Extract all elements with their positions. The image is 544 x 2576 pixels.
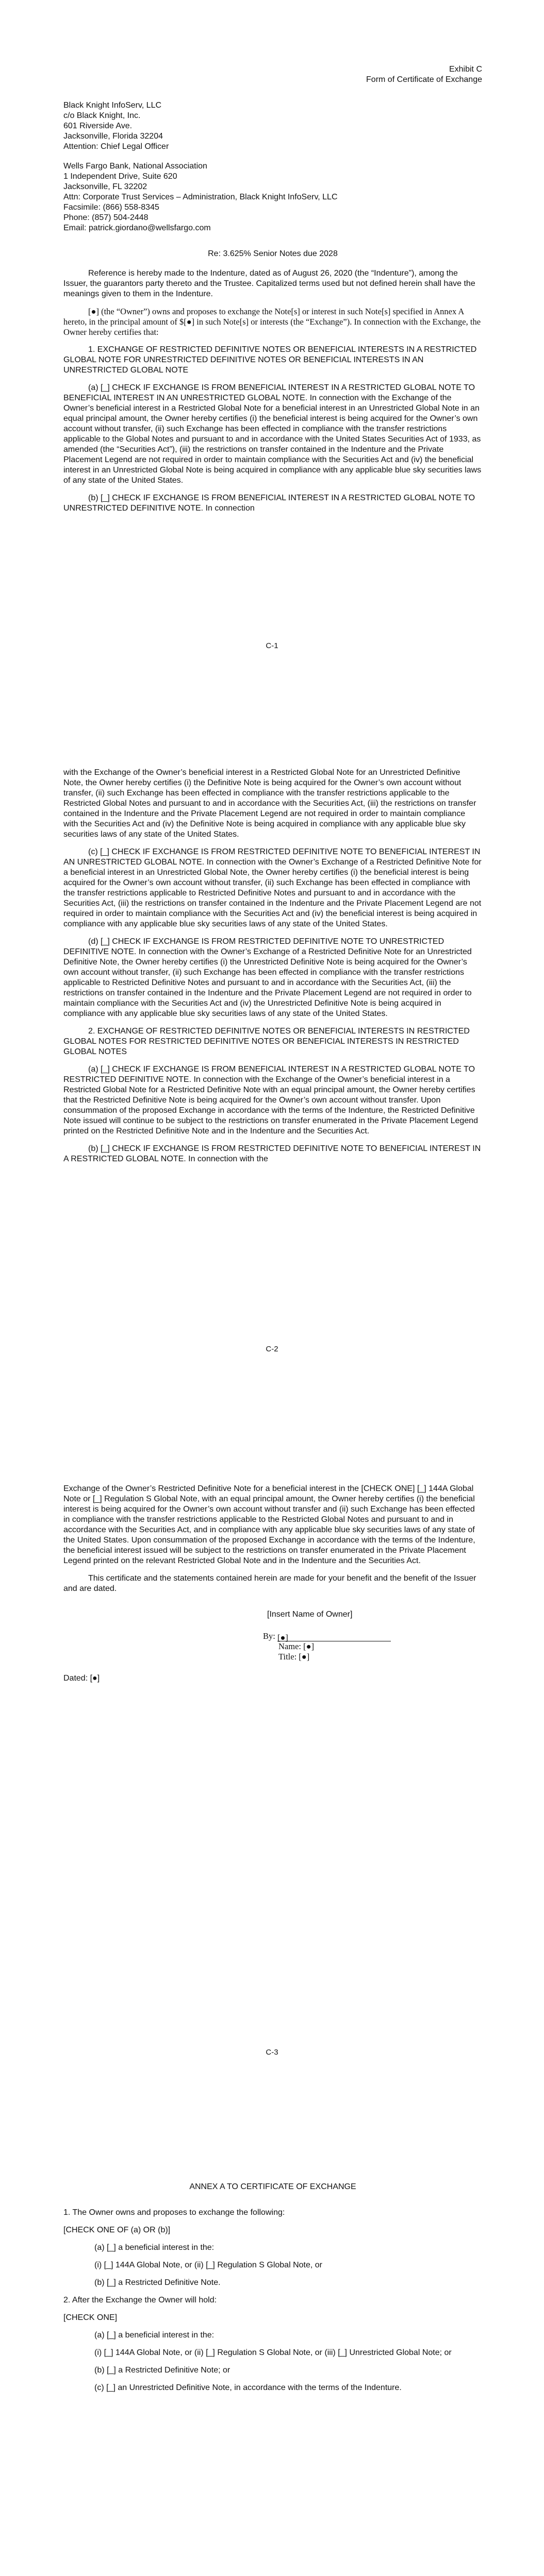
dated-label: Dated: <box>63 1674 88 1683</box>
page-2 <box>0 703 544 1368</box>
address-line: 601 Riverside Ave. <box>63 122 133 130</box>
page-3 <box>0 1406 544 2071</box>
exhibit-label: Exhibit C <box>449 65 482 74</box>
page-1 <box>0 0 544 665</box>
annex-option-2b: (b) [_] a Restricted Definitive Note; or <box>94 2366 230 2375</box>
address-line: c/o Black Knight, Inc. <box>63 111 141 120</box>
annex-option-2c: (c) [_] an Unrestricted Definitive Note, in accordance with the terms of the Indenture. <box>94 2383 402 2392</box>
dated-line <box>63 1673 482 1684</box>
title-value: [●] <box>299 1652 310 1662</box>
item-1c: (c) [_] CHECK IF EXCHANGE IS FROM RESTRICTED DEFINITIVE NOTE TO BENEFICIAL INTEREST IN AN UNRESTRICTED GLOBAL NOTE. In connection with the Owner’s Exchange of a Restricted Definitive Note for a beneficial interest in an Unrestricted Global Note, the Owner hereby certifies (i) the beneficial interest is being acquired for the Owner’s own account without transfer, (ii) such Exchange has been effected in compliance with the transfer restrictions applicable to Restricted Definitive Notes and pursuant to and in accordance with the Securities Act, (iii) the restrictions on transfer contained in the Indenture and the Private Placement Legend are not required in order to maintain compliance with the Securities Act and (iv) the beneficial interest is being acquired in compliance with any applicable blue sky securities laws of any state of the United States. <box>63 848 482 928</box>
owner-paragraph: [●] (the “Owner”) owns and proposes to exchange the Note[s] or interest in such Note[s] specified in Annex A hereto, in the principal amount of $[●] in such Note[s] or interests (the “Exchange”). In connection with the Exchange, the Owner hereby certifies that: <box>63 307 481 337</box>
annex-question-1: 1. The Owner owns and proposes to exchange the following: <box>63 2208 285 2217</box>
address-line: Phone: (857) 504-2448 <box>63 213 149 222</box>
page-4-body <box>63 2182 482 2393</box>
signature-block <box>63 1609 482 1662</box>
annex-check-instruction: [CHECK ONE OF (a) OR (b)] <box>63 2226 171 2234</box>
item-2b: (b) [_] CHECK IF EXCHANGE IS FROM RESTRICTED DEFINITIVE NOTE TO BENEFICIAL INTEREST IN A RESTRICTED GLOBAL NOTE. In connection with the <box>63 1144 481 1163</box>
address-line: Black Knight InfoServ, LLC <box>63 101 162 110</box>
address-line: Jacksonville, FL 32202 <box>63 182 147 191</box>
name-label: Name: <box>278 1641 301 1651</box>
item-1d: (d) [_] CHECK IF EXCHANGE IS FROM RESTRICTED DEFINITIVE NOTE TO UNRESTRICTED DEFINITIVE NOTE. In connection with the Owner’s Exchange of a Restricted Definitive Note for an Unrestricted Definitive Note, the Owner hereby certifies (i) the Unrestricted Definitive Note is being acquired for the Owner’s own account without transfer, (ii) such Exchange has been effected in compliance with the transfer restrictions applicable to Restricted Definitive Notes and pursuant to and in accordance with the Securities Act, (iii) the restrictions on transfer contained in the Indenture and the Private Placement Legend are not required in order to maintain compliance with the Securities Act and (iv) the Unrestricted Definitive Note is being acquired in compliance with any applicable blue sky securities laws of any state of the United States. <box>63 937 472 1018</box>
item-2a: (a) [_] CHECK IF EXCHANGE IS FROM BENEFICIAL INTEREST IN A RESTRICTED GLOBAL NOTE TO RESTRICTED DEFINITIVE NOTE. In connection with the Exchange of the Owner’s beneficial interest in a Restricted Global Note for a Restricted Definitive Note with an equal principal amount, the Owner hereby certifies that the Restricted Definitive Note is being acquired for the Owner’s own account without transfer. Upon consummation of the proposed Exchange in accordance with the terms of the Indenture, the Restricted Definitive Note issued will continue to be subject to the restrictions on transfer enumerated in the Private Placement Legend printed on the Restricted Definitive Note and in the Indenture and the Securities Act. <box>63 1065 479 1136</box>
item-1a: (a) [_] CHECK IF EXCHANGE IS FROM BENEFICIAL INTEREST IN A RESTRICTED GLOBAL NOTE TO BENEFICIAL INTEREST IN AN UNRESTRICTED GLOBAL NOTE. In connection with the Exchange of the Owner’s beneficial interest in a Restricted Global Note for a beneficial interest in an Unrestricted Global Note in an equal principal amount, the Owner hereby certifies (i) the beneficial interest is being acquired for the Owner’s own account without transfer, (ii) such Exchange has been effected in compliance with the transfer restrictions applicable to the Global Notes and pursuant to and in accordance with the United States Securities Act of 1933, as amended (the “Securities Act”), (iii) the restrictions on transfer contained in the Indenture and the Private Placement Legend are not required in order to maintain compliance with the Securities Act and (iv) the beneficial interest in an Unrestricted Global Note is being acquired in compliance with any applicable blue sky securities laws of any state of the United States. <box>63 383 482 485</box>
annex-question-2: 2. After the Exchange the Owner will hold: <box>63 2296 217 2304</box>
re-line: Re: 3.625% Senior Notes due 2028 <box>208 249 338 258</box>
address-line: Jacksonville, Florida 32204 <box>63 132 163 141</box>
address-line: Email: patrick.giordano@wellsfargo.com <box>63 224 211 232</box>
page-4 <box>0 2110 544 2576</box>
trustee-address-block <box>63 161 482 233</box>
by-value: [●] <box>277 1633 288 1642</box>
signature-title-line <box>263 1652 482 1662</box>
address-line: Attention: Chief Legal Officer <box>63 142 169 151</box>
signature-by-line <box>263 1631 482 1641</box>
address-line: Wells Fargo Bank, National Association <box>63 162 207 171</box>
address-line: 1 Independent Drive, Suite 620 <box>63 172 177 181</box>
annex-option-1b: (b) [_] a Restricted Definitive Note. <box>94 2278 221 2287</box>
title-label: Title: <box>278 1652 297 1662</box>
by-label: By: <box>263 1631 275 1641</box>
signature-field <box>277 1633 391 1641</box>
closing-paragraph: This certificate and the statements contained herein are made for your benefit and the benefit of the Issuer and are dated. <box>63 1574 476 1593</box>
form-title: Form of Certificate of Exchange <box>366 75 482 84</box>
annex-option-1a: (a) [_] a beneficial interest in the: <box>94 2243 215 2252</box>
name-value: [●] <box>303 1641 315 1651</box>
section-1-heading: 1. EXCHANGE OF RESTRICTED DEFINITIVE NOTES OR BENEFICIAL INTERESTS IN A RESTRICTED GLOBAL NOTE FOR UNRESTRICTED DEFINITIVE NOTES OR BENEFICIAL INTERESTS IN AN UNRESTRICTED GLOBAL NOTE <box>63 345 477 375</box>
item-1b-continued: with the Exchange of the Owner’s beneficial interest in a Restricted Global Note for an Unrestricted Definitive Note, the Owner hereby certifies (i) the Definitive Note is being acquired for the Owner’s own account without transfer, (ii) such Exchange has been effected in compliance with the transfer restrictions applicable to the Restricted Global Notes and pursuant to and in accordance with the Securities Act, (iii) the restrictions on transfer contained in the Indenture and the Private Placement Legend are not required in order to maintain compliance with the Securities Act and (iv) the Definitive Note is being acquired in compliance with any applicable blue sky securities laws of any state of the United States. <box>63 768 476 839</box>
address-line: Attn: Corporate Trust Services – Administration, Black Knight InfoServ, LLC <box>63 193 338 201</box>
page-number: C-2 <box>266 1345 278 1353</box>
annex-option-2a: (a) [_] a beneficial interest in the: <box>94 2331 215 2340</box>
issuer-address-block <box>63 100 482 152</box>
page-3-body <box>63 1484 482 1684</box>
page-number: C-1 <box>266 641 278 650</box>
owner-name-placeholder: [Insert Name of Owner] <box>267 1610 353 1619</box>
reference-paragraph: Reference is hereby made to the Indenture, dated as of August 26, 2020 (the “Indenture”), among the Issuer, the guarantors party thereto and the Trustee. Capitalized terms used but not defined herein shall have the meanings given to them in the Indenture. <box>63 269 475 298</box>
item-1b: (b) [_] CHECK IF EXCHANGE IS FROM BENEFICIAL INTEREST IN A RESTRICTED GLOBAL NOTE TO UNRESTRICTED DEFINITIVE NOTE. In connection <box>63 494 475 513</box>
annex-option-2a-choices: (i) [_] 144A Global Note, or (ii) [_] Regulation S Global Note, or (iii) [_] Unrestricted Global Note; or <box>94 2348 452 2357</box>
annex-option-1a-choices: (i) [_] 144A Global Note, or (ii) [_] Regulation S Global Note, or <box>94 2261 322 2269</box>
section-2-heading: 2. EXCHANGE OF RESTRICTED DEFINITIVE NOTES OR BENEFICIAL INTERESTS IN RESTRICTED GLOBAL NOTES FOR RESTRICTED DEFINITIVE NOTES OR BENEFICIAL INTERESTS IN RESTRICTED GLOBAL NOTES <box>63 1027 470 1056</box>
annex-title: ANNEX A TO CERTIFICATE OF EXCHANGE <box>189 2182 356 2191</box>
page-number: C-3 <box>266 2048 278 2057</box>
annex-check-instruction: [CHECK ONE] <box>63 2313 118 2322</box>
item-2b-continued: Exchange of the Owner’s Restricted Definitive Note for a beneficial interest in the [CHECK ONE] [_] 144A Global Note or [_] Regulation S Global Note, with an equal principal amount, the Owner hereby certifies (i) the beneficial interest is being acquired for the Owner’s own account without transfer and (ii) such Exchange has been effected in compliance with the transfer restrictions applicable to the Restricted Global Notes and pursuant to and in accordance with the Securities Act, and in compliance with any applicable blue sky securities laws of any state of the United States. Upon consummation of the proposed Exchange in accordance with the terms of the Indenture, the beneficial interest issued will be subject to the restrictions on transfer enumerated in the Private Placement Legend printed on the relevant Restricted Global Note and in the Indenture and the Securities Act. <box>63 1484 475 1565</box>
signature-name-line <box>263 1641 482 1652</box>
address-line: Facsimile: (866) 558-8345 <box>63 203 159 212</box>
page-2-body <box>63 768 482 1164</box>
dated-value: [●] <box>90 1674 100 1683</box>
page-1-body <box>63 64 482 514</box>
